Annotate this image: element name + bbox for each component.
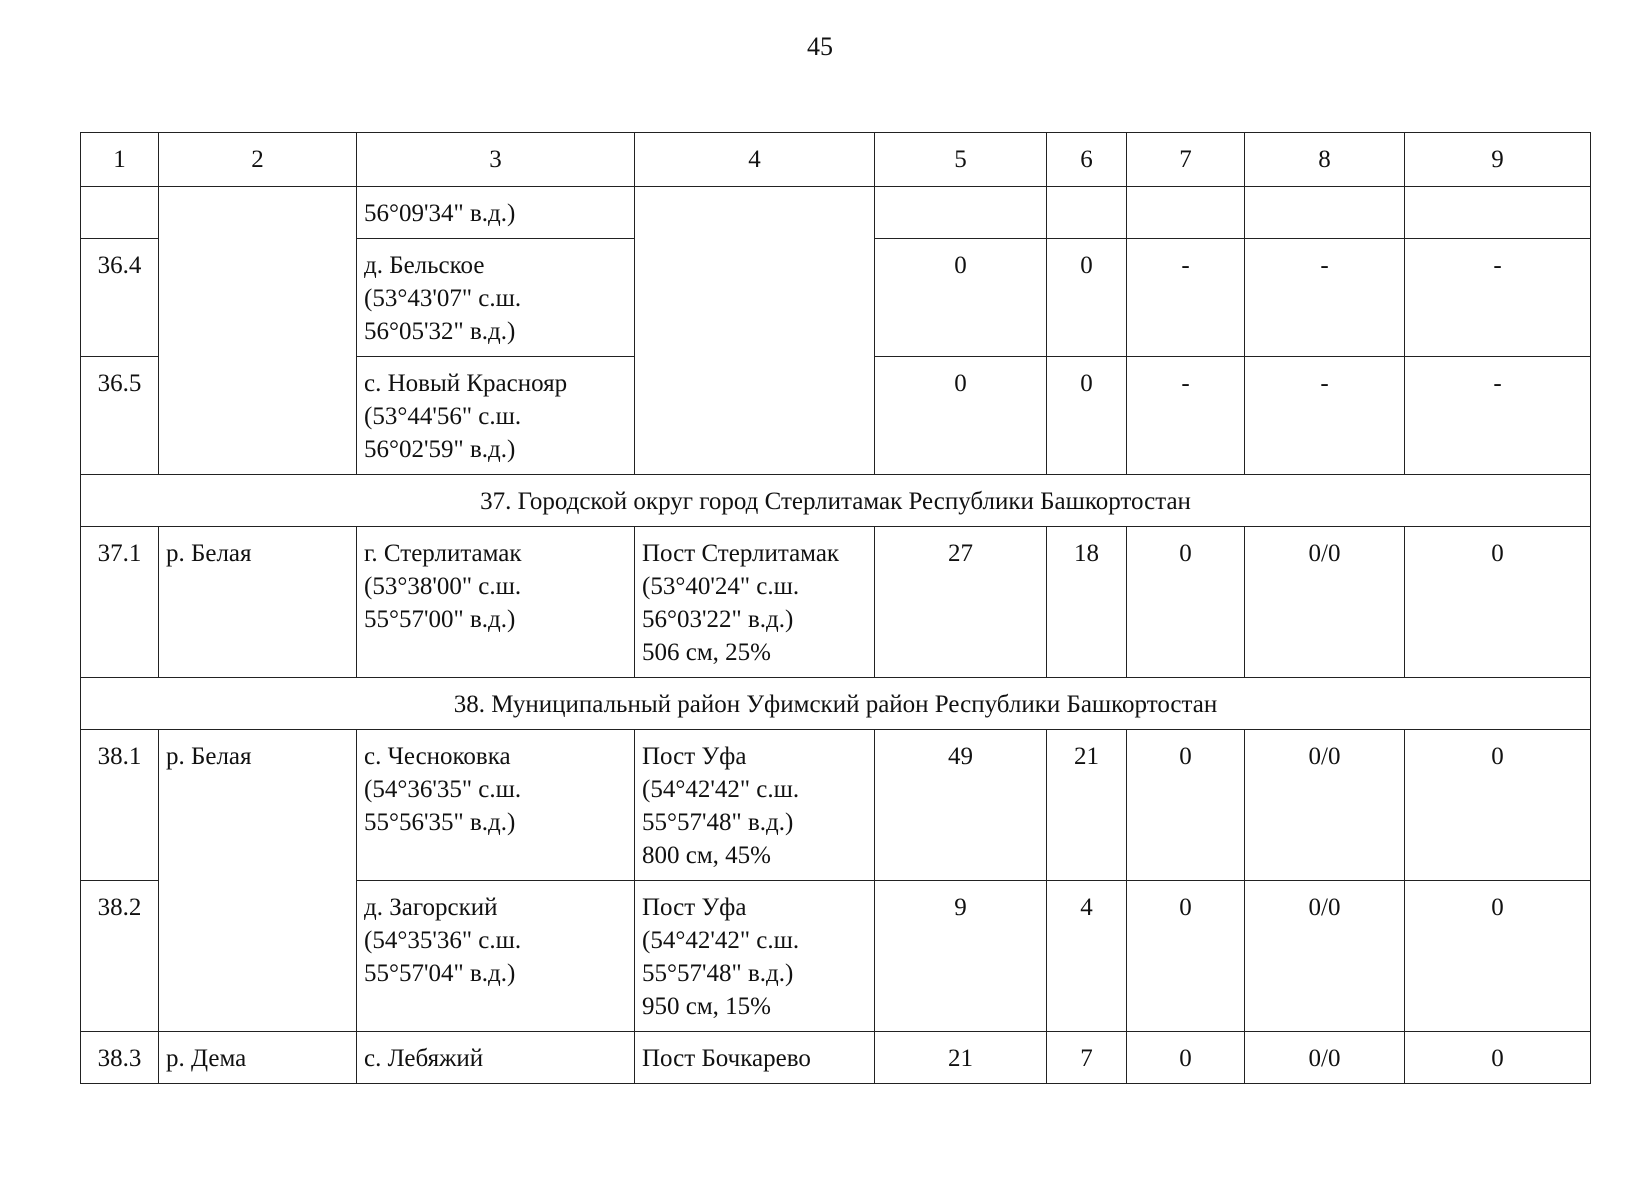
data-table bbox=[80, 132, 1591, 1084]
row-number-cell: 36.4 bbox=[81, 239, 159, 357]
post-cell: Пост Бочкарево bbox=[635, 1032, 875, 1084]
section-header-row bbox=[81, 475, 1591, 527]
row-number-cell: 38.2 bbox=[81, 881, 159, 1032]
post-cell: Пост Уфа (54°42'42" с.ш. 55°57'48" в.д.) 950 см, 15% bbox=[635, 881, 875, 1032]
row-number-cell: 37.1 bbox=[81, 527, 159, 678]
value-cell: 0 bbox=[1127, 730, 1245, 881]
post-cell: Пост Стерлитамак (53°40'24" с.ш. 56°03'22" в.д.) 506 см, 25% bbox=[635, 527, 875, 678]
river-cell: р. Белая bbox=[159, 730, 357, 1032]
value-cell: 7 bbox=[1047, 1032, 1127, 1084]
value-cell: - bbox=[1127, 357, 1245, 475]
header-cell: 7 bbox=[1127, 133, 1245, 187]
river-cell: р. Белая bbox=[159, 527, 357, 678]
table-row bbox=[81, 527, 1591, 678]
value-cell: - bbox=[1405, 239, 1591, 357]
header-cell: 6 bbox=[1047, 133, 1127, 187]
value-cell: 0 bbox=[1047, 239, 1127, 357]
value-cell: - bbox=[1245, 239, 1405, 357]
place-cell: с. Чесноковка (54°36'35" с.ш. 55°56'35" в.д.) bbox=[357, 730, 635, 881]
value-cell: 0 bbox=[1405, 1032, 1591, 1084]
value-cell bbox=[1127, 187, 1245, 239]
value-cell: 21 bbox=[1047, 730, 1127, 881]
header-cell: 4 bbox=[635, 133, 875, 187]
value-cell bbox=[1405, 187, 1591, 239]
place-cell: д. Загорский (54°35'36" с.ш. 55°57'04" в.д.) bbox=[357, 881, 635, 1032]
value-cell: 0 bbox=[875, 239, 1047, 357]
value-cell: 27 bbox=[875, 527, 1047, 678]
value-cell: 0 bbox=[875, 357, 1047, 475]
value-cell bbox=[1047, 187, 1127, 239]
value-cell: 0 bbox=[1405, 881, 1591, 1032]
header-cell: 5 bbox=[875, 133, 1047, 187]
header-cell: 2 bbox=[159, 133, 357, 187]
table-row bbox=[81, 1032, 1591, 1084]
value-cell: 0 bbox=[1127, 1032, 1245, 1084]
place-cell: 56°09'34" в.д.) bbox=[357, 187, 635, 239]
value-cell: 0/0 bbox=[1245, 527, 1405, 678]
value-cell: 0/0 bbox=[1245, 730, 1405, 881]
header-cell: 8 bbox=[1245, 133, 1405, 187]
place-cell: с. Новый Краснояр (53°44'56" с.ш. 56°02'59" в.д.) bbox=[357, 357, 635, 475]
table-row bbox=[81, 730, 1591, 881]
row-number-cell: 38.3 bbox=[81, 1032, 159, 1084]
header-cell: 9 bbox=[1405, 133, 1591, 187]
value-cell: 49 bbox=[875, 730, 1047, 881]
post-cell bbox=[635, 187, 875, 475]
value-cell: 4 bbox=[1047, 881, 1127, 1032]
value-cell: 21 bbox=[875, 1032, 1047, 1084]
place-cell: г. Стерлитамак (53°38'00" с.ш. 55°57'00" в.д.) bbox=[357, 527, 635, 678]
table-row bbox=[81, 187, 1591, 239]
page-number: 45 bbox=[807, 32, 833, 61]
value-cell: 0 bbox=[1127, 881, 1245, 1032]
value-cell: 0 bbox=[1405, 730, 1591, 881]
value-cell: 0 bbox=[1047, 357, 1127, 475]
section-header-row bbox=[81, 678, 1591, 730]
place-cell: д. Бельское (53°43'07" с.ш. 56°05'32" в.д.) bbox=[357, 239, 635, 357]
value-cell: - bbox=[1405, 357, 1591, 475]
post-cell: Пост Уфа (54°42'42" с.ш. 55°57'48" в.д.) 800 см, 45% bbox=[635, 730, 875, 881]
section-title: 37. Городской округ город Стерлитамак Республики Башкортостан bbox=[81, 475, 1591, 527]
section-title: 38. Муниципальный район Уфимский район Республики Башкортостан bbox=[81, 678, 1591, 730]
value-cell: 0 bbox=[1405, 527, 1591, 678]
river-cell bbox=[159, 187, 357, 475]
value-cell: 9 bbox=[875, 881, 1047, 1032]
value-cell: 0/0 bbox=[1245, 1032, 1405, 1084]
value-cell: 0 bbox=[1127, 527, 1245, 678]
value-cell: 0/0 bbox=[1245, 881, 1405, 1032]
value-cell bbox=[1245, 187, 1405, 239]
value-cell: 18 bbox=[1047, 527, 1127, 678]
header-row bbox=[81, 133, 1591, 187]
row-number-cell: 36.5 bbox=[81, 357, 159, 475]
row-number-cell bbox=[81, 187, 159, 239]
header-cell: 1 bbox=[81, 133, 159, 187]
value-cell bbox=[875, 187, 1047, 239]
value-cell: - bbox=[1127, 239, 1245, 357]
river-cell: р. Дема bbox=[159, 1032, 357, 1084]
header-cell: 3 bbox=[357, 133, 635, 187]
row-number-cell: 38.1 bbox=[81, 730, 159, 881]
place-cell: с. Лебяжий bbox=[357, 1032, 635, 1084]
value-cell: - bbox=[1245, 357, 1405, 475]
